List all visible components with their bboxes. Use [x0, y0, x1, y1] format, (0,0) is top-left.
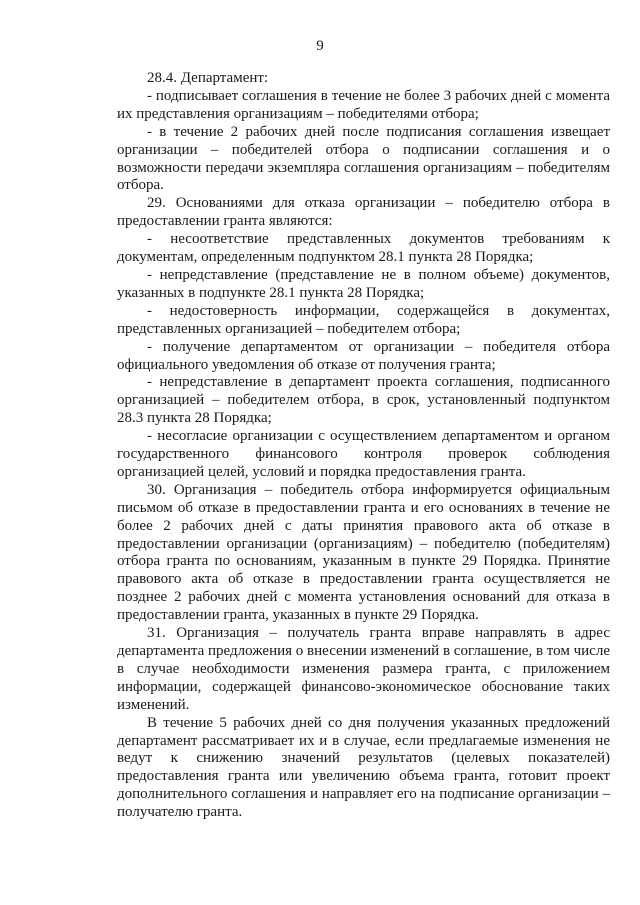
paragraph-28-4-heading: 28.4. Департамент:	[147, 70, 269, 86]
paragraph-30: 30. Организация – победитель отбора информируется официальным письмом об отказе в предоставлении гранта и его основаниях в течение не более 2 рабочих дней с даты принятия правового акта об отказе в предоставлении организации (организациям) – победителю (победителям) отбора гранта по основаниям, указанным в пункте 29 Порядка. Принятие правового акта об отказе в предоставлении гранта осуществляется не позднее 2 рабочих дней с момента установления оснований для отказа в предоставлении гранта, указанных в пункте 29 Порядка.	[117, 481, 610, 624]
paragraph-29-item-disagreement: - несогласие организации с осуществлением департаментом и органом государственного финансового контроля проверок соблюдения организацией целей, условий и порядка предоставления гранта.	[117, 428, 610, 480]
page-number: 9	[316, 38, 324, 54]
paragraph-29-heading: 29. Основаниями для отказа организации – победителю отбора в предоставлении гранта являются:	[117, 195, 610, 230]
paragraph-29-item-false-info: - недостоверность информации, содержащейся в документах, представленных организацией – победителем отбора;	[117, 302, 610, 337]
paragraph-28-4-item-notify: - в течение 2 рабочих дней после подписания соглашения извещает организации – победителей отбора о подписании соглашения и о возможности передачи экземпляра соглашения организациям – победителям отбора.	[117, 123, 610, 194]
document-body	[117, 70, 610, 822]
paragraph-29-item-no-draft: - непредставление в департамент проекта соглашения, подписанного организацией – победителем отбора, в срок, установленный подпунктом 28.3 пункта 28 Порядка;	[117, 374, 610, 427]
paragraph-29-item-refusal: - получение департаментом от организации – победителя отбора официального уведомления об отказе от получения гранта;	[117, 338, 610, 373]
paragraph-29-item-mismatch: - несоответствие представленных документов требованиям к документам, определенным подпунктом 28.1 пункта 28 Порядка;	[117, 231, 610, 266]
paragraph-31: 31. Организация – получатель гранта вправе направлять в адрес департамента предложения о внесении изменений в соглашение, в том числе в случае необходимости изменения размера гранта, с приложением информации, содержащей финансово-экономическое обоснование таких изменений.	[117, 625, 610, 713]
paragraph-29-item-missing-docs: - непредставление (представление не в полном объеме) документов, указанных в подпункте 28.1 пункта 28 Порядка;	[117, 266, 610, 301]
paragraph-31-continued: В течение 5 рабочих дней со дня получения указанных предложений департамент рассматривает их и в случае, если предлагаемые изменения не ведут к снижению значений результатов (целевых показателей) предоставления гранта или увеличению объема гранта, готовит проект дополнительного соглашения и направляет его на подписание организации – получателю гранта.	[117, 714, 610, 821]
paragraph-28-4-item-sign: - подписывает соглашения в течение не более 3 рабочих дней с момента их представления организациям – победителями отбора;	[117, 87, 610, 122]
